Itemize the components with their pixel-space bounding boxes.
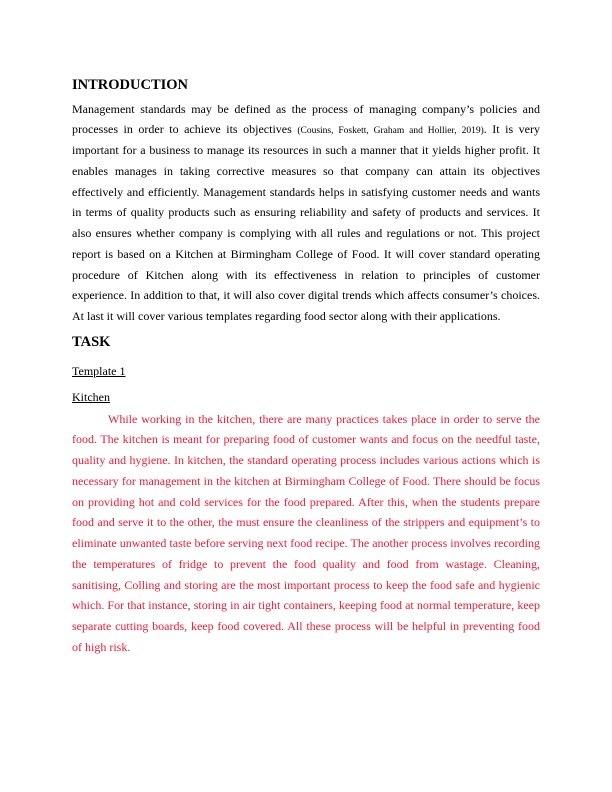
paragraph-line: effectively and efficiently. Management standards helps in satisfying customer needs and wants: [72, 184, 540, 199]
paragraph-line: eliminate unwanted taste before serving next food recipe. The another process involves recording: [72, 536, 540, 550]
paragraph-line: of high risk.: [72, 639, 131, 654]
paragraph-line: food. The kitchen is meant for preparing food of customer wants and focus on the needful taste,: [72, 432, 540, 447]
citation: (Cousins, Foskett, Graham and Hollier, 2019): [297, 126, 484, 137]
paragraph-line: on providing hot and cold services for the food prepared. After this, when the students prepare: [72, 494, 540, 509]
kitchen-paragraph: [72, 409, 540, 658]
task-heading: TASK: [72, 334, 111, 350]
line-text: processes in order to achieve its objectives: [72, 122, 298, 137]
paragraph-line: At last it will cover various templates regarding food sector along with their applications.: [72, 309, 501, 323]
paragraph-line: sanitising, Colling and storing are the most important process to keep the food safe and hygienic: [72, 577, 540, 592]
paragraph-line: also ensures whether company is complying with all rules and regulations or not. This project: [72, 226, 540, 240]
paragraph-line: [72, 119, 540, 140]
paragraph-line: the temperatures of fridge to prevent the food quality and food from wastage. Cleaning,: [72, 556, 540, 571]
paragraph-line: food and serve it to the other, the must ensure the cleanliness of the strippers and equipment’s to: [72, 515, 540, 530]
paragraph-line: procedure of Kitchen along with its effectiveness in relation to principles of customer: [72, 267, 540, 282]
introduction-paragraph: [72, 99, 540, 327]
paragraph-line: report is based on a Kitchen at Birmingham College of Food. It will cover standard operating: [72, 246, 540, 261]
paragraph-line: necessary for management in the kitchen at Birmingham College of Food. There should be focus: [72, 473, 540, 488]
paragraph-line: important for a business to manage its resources in such a manner that it yields higher profit. It: [72, 143, 540, 157]
paragraph-line: experience. In addition to that, it will also cover digital trends which affects consumer’s choices.: [72, 288, 540, 303]
paragraph-line: Management standards may be defined as the process of managing company’s policies and: [72, 101, 540, 116]
line-text: . It is very: [483, 122, 540, 137]
paragraph-line: separate cutting boards, keep food covered. All these process will be helpful in preventing food: [72, 619, 540, 633]
paragraph-line: While working in the kitchen, there are many practices takes place in order to serve the: [108, 411, 540, 426]
introduction-heading: INTRODUCTION: [72, 77, 189, 93]
paragraph-line: enables manages in taking corrective measures so that company can attain its objectives: [72, 163, 540, 178]
kitchen-subheading: Kitchen: [72, 390, 110, 404]
paragraph-line: in terms of quality products such as ensuring reliability and safety of products and services. It: [72, 205, 540, 220]
template-subheading: Template 1: [72, 364, 126, 378]
paragraph-line: quality and hygiene. In kitchen, the standard operating process includes various actions which is: [72, 453, 540, 467]
paragraph-line: which. For that instance, storing in air tight containers, keeping food at normal temperature, keep: [72, 598, 540, 613]
